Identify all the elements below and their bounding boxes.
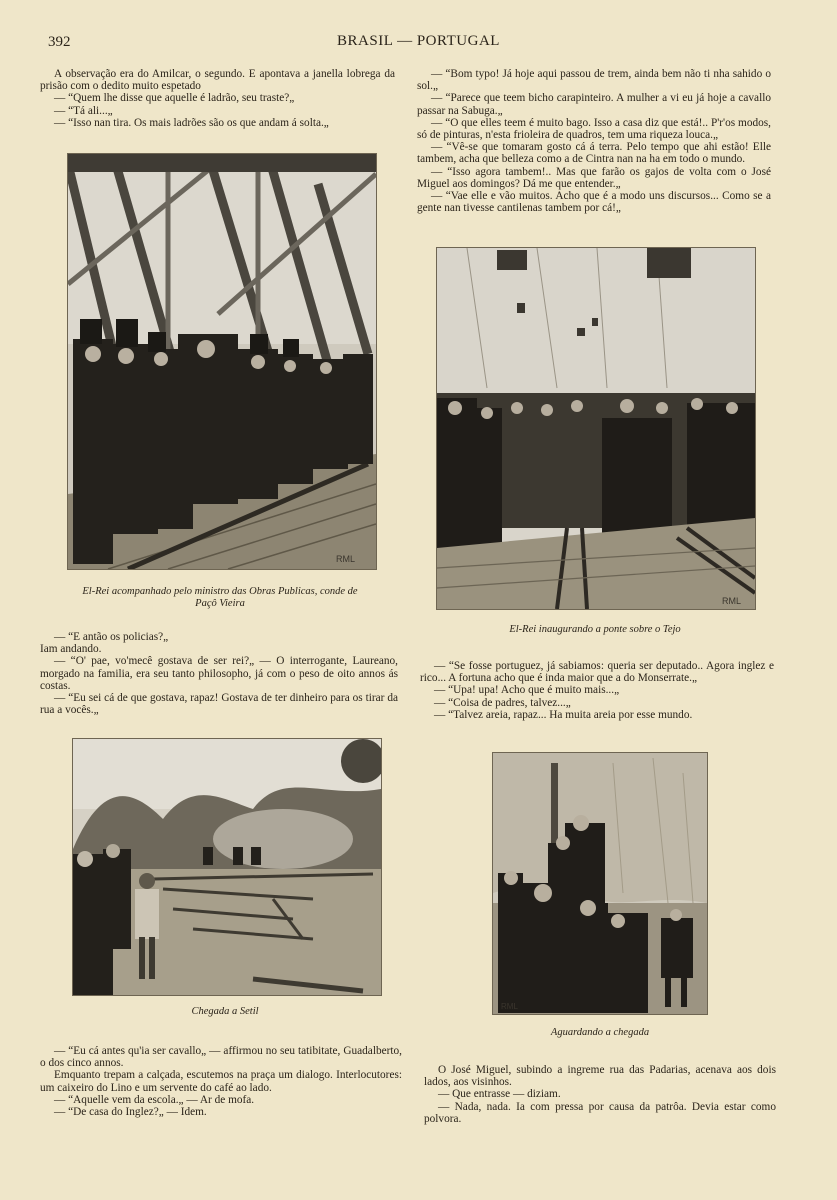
paragraph: O José Miguel, subindo a ingreme rua das Padarias, acenava aos dois lados, aos visinhos.: [424, 1064, 776, 1089]
text-block-right-bottom: [424, 1064, 776, 1125]
photo-arrival-setil: [72, 738, 382, 996]
paragraph: — “Bom typo! Já hoje aqui passou de trem, ainda bem não ti nha sahido o sol.„: [417, 68, 771, 93]
paragraph: — “Isso nan tira. Os mais ladrões são os que andam á solta.„: [54, 116, 329, 129]
paragraph: — “Eu cá antes qu'ia ser cavallo„ — affirmou no seu tatibitate, Guadalberto, o dos cinco annos.: [40, 1045, 402, 1070]
paragraph: — “Tá ali...„: [54, 104, 113, 117]
text-block-left-mid: [40, 631, 398, 716]
paragraph: — “Se fosse portuguez, já sabiamos: queria ser deputado.. Agora inglez e rico... A fortuna acho que é inda maior que a do Monserrate.„: [420, 660, 774, 685]
caption-photo3: Chegada a Setil: [191, 1006, 259, 1017]
caption-photo2: El-Rei inaugurando a ponte sobre o Tejo: [509, 624, 681, 635]
paragraph: — “Upa! upa! Acho que é muito mais...„: [434, 684, 620, 697]
caption-photo1: El-Rei acompanhado pelo ministro das Obras Publicas, conde de Paçô Vieira: [82, 586, 358, 609]
paragraph: — “Vae elle e vão muitos. Acho que é a modo uns discursos... Como se a gente nan tivesse cantilenas tambem por cá!„: [417, 190, 771, 215]
paragraph: A observação era do Amilcar, o segundo. E apontava a janella lobrega da prisão com o dedito muito espetado: [40, 68, 395, 93]
paragraph: — “Eu sei cá de que gostava, rapaz! Gostava de ter dinheiro para os tirar da rua a vocês.„: [40, 692, 398, 717]
paragraph: — “Quem lhe disse que aquelle é ladrão, seu traste?„: [54, 92, 295, 105]
paragraph: Iam andando.: [40, 643, 102, 656]
page-header-title: BRASIL — PORTUGAL: [337, 33, 500, 49]
page-number: 392: [48, 34, 71, 50]
paragraph: — “E antão os policias?„: [54, 631, 169, 643]
paragraph: — “De casa do Inglez?„ — Idem.: [54, 1106, 207, 1119]
paragraph: — “Parece que teem bicho carapinteiro. A mulher a vi eu já hoje a cavallo passar na Sabuga.„: [417, 92, 771, 117]
text-block-right-mid: [420, 660, 774, 721]
caption-photo4: Aguardando a chegada: [550, 1027, 650, 1038]
svg-text:RML: RML: [501, 1002, 518, 1011]
paragraph: — “O que elles teem é muito bago. Isso a casa diz que está!.. P'r'os modos, só de pinturas, n'esta frioleira de quadros, tem uma riqueza louca.„: [417, 116, 771, 142]
paragraph: — “Isso agora tambem!.. Mas que farão os gajos de volta com o José Miguel aos domingos? Dá me que entender.„: [417, 165, 771, 190]
paragraph: — “O' pae, vo'mecê gostava de ser rei?„ — O interrogante, Laureano, morgado na familia, era seu tanto philosopho, já com o peso de oito annos ás costas.: [40, 655, 398, 692]
text-block-left-top: [40, 68, 395, 129]
paragraph: — Nada, nada. Ia com pressa por causa da patrôa. Devia estar como polvora.: [424, 1100, 776, 1125]
paragraph: — “Coisa de padres, talvez...„: [434, 696, 571, 709]
photo-king-inaugurating-bridge: [436, 247, 756, 610]
svg-text:RML: RML: [722, 596, 742, 606]
text-block-right-top: [417, 68, 771, 214]
paragraph: Emquanto trepam a calçada, escutemos na praça um dialogo. Interlocutores: um caixeiro do Lino e um servente do café ao lado.: [40, 1069, 402, 1094]
svg-text:RML: RML: [336, 554, 356, 564]
text-block-left-bottom: [40, 1045, 402, 1118]
paragraph: — Que entrasse — diziam.: [438, 1088, 561, 1101]
paragraph: — “Vê-se que tomaram gosto cá á terra. Pelo tempo que ahi estão! Elle tambem, acha que belleza como a de Cintra nan na ha em todo o mundo.: [417, 141, 771, 166]
paragraph: — “Aquelle vem da escola.„ — Ar de mofa.: [54, 1093, 255, 1106]
paragraph: — “Talvez areia, rapaz... Ha muita areia por esse mundo.: [434, 708, 693, 721]
photo-waiting-arrival: [492, 752, 708, 1015]
photo-king-with-minister: [67, 153, 377, 570]
